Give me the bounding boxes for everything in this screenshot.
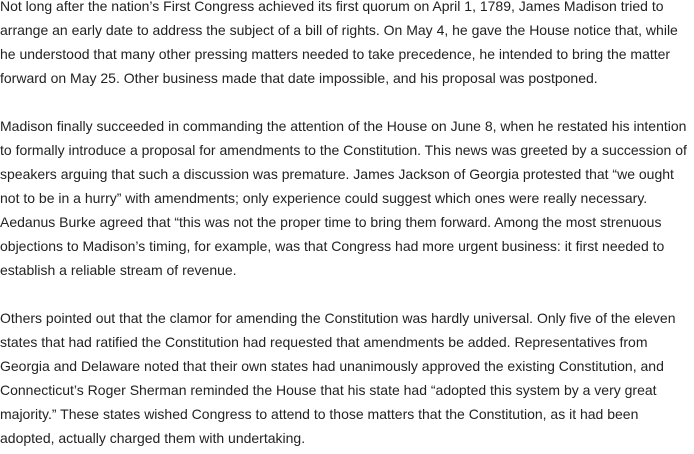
paragraph-clamor-not-universal xyxy=(0,306,694,450)
text-line: states that had ratified the Constitution had requested that amendments be added. Representatives from xyxy=(0,334,648,350)
text-line: Madison finally succeeded in commanding the attention of the House on June 8, when he restated his intention xyxy=(0,118,687,134)
text-line: Others pointed out that the clamor for amending the Constitution was hardly universal. Only five of the eleven xyxy=(0,310,676,326)
text-line: adopted, actually charged them with undertaking. xyxy=(0,430,306,446)
text-line: Connecticut’s Roger Sherman reminded the House that his state had “adopted this system by a very great xyxy=(0,382,657,398)
text-line: Georgia and Delaware noted that their own states had unanimously approved the existing Constitution, and xyxy=(0,358,664,374)
paragraph-madison-early-date xyxy=(0,0,694,90)
text-line: speakers arguing that such a discussion was premature. James Jackson of Georgia protested that “we ought xyxy=(0,166,674,182)
paragraph-madison-june-8 xyxy=(0,114,694,282)
text-line: majority.” These states wished Congress to attend to those matters that the Constitution, as it had been xyxy=(0,406,639,422)
text-line: not to be in a hurry” with amendments; only experience could suggest which ones were really necessary. xyxy=(0,190,648,206)
text-line: Aedanus Burke agreed that “this was not the proper time to bring them forward. Among the most strenuous xyxy=(0,214,662,230)
text-line: he understood that many other pressing matters needed to take precedence, he intended to bring the matter xyxy=(0,46,671,62)
text-line: forward on May 25. Other business made that date impossible, and his proposal was postponed. xyxy=(0,70,598,86)
text-line: Not long after the nation’s First Congress achieved its first quorum on April 1, 1789, James Madison tried to xyxy=(0,0,664,14)
text-line: arrange an early date to address the subject of a bill of rights. On May 4, he gave the House notice that, while xyxy=(0,22,678,38)
text-line: establish a reliable stream of revenue. xyxy=(0,262,237,278)
text-line: to formally introduce a proposal for amendments to the Constitution. This news was greeted by a succession of xyxy=(0,142,687,158)
text-line: objections to Madison’s timing, for example, was that Congress had more urgent business: it first needed to xyxy=(0,238,665,254)
